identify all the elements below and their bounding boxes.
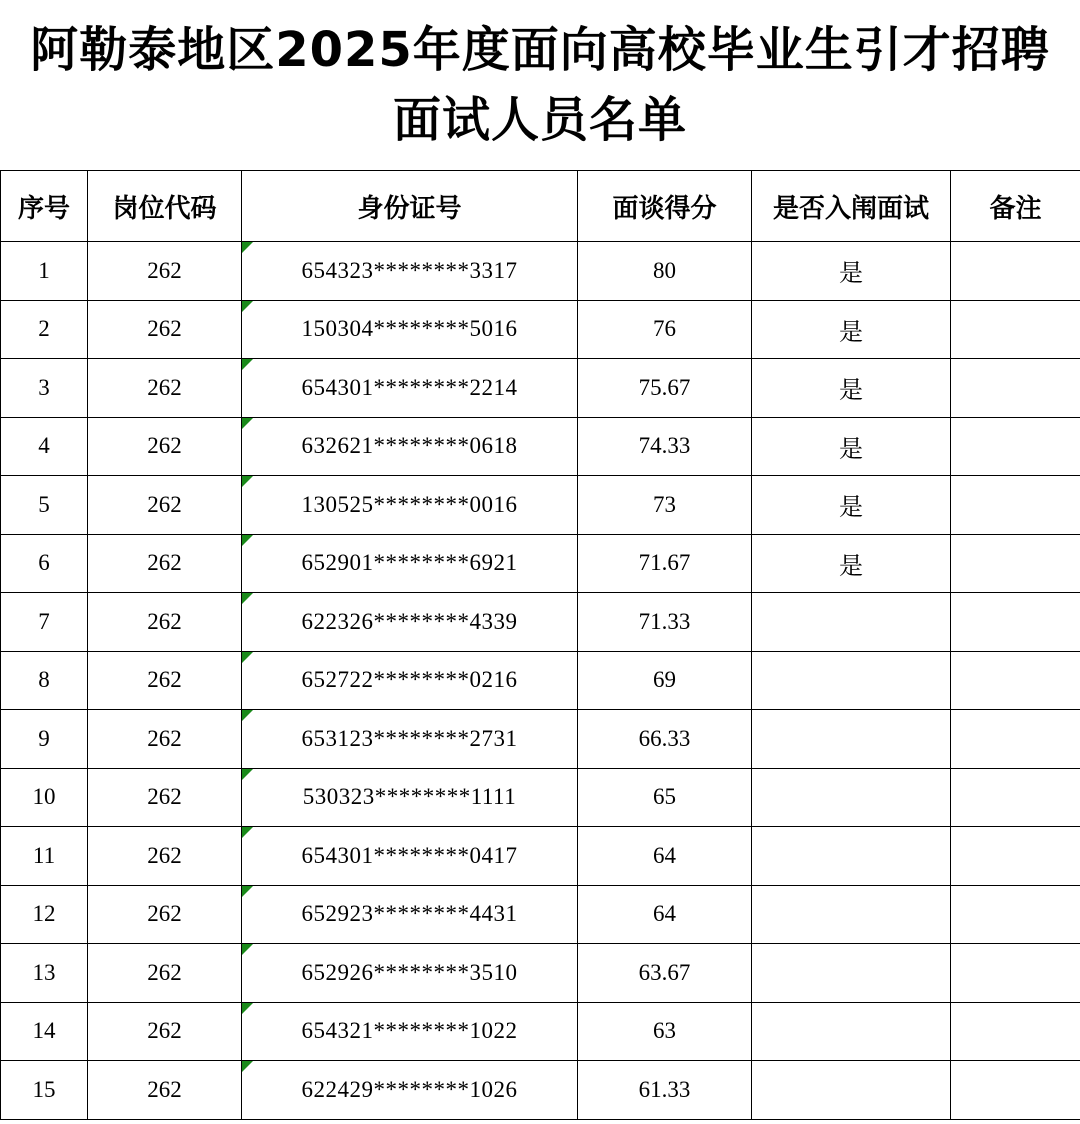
cell-advance-text: 是 (839, 434, 863, 463)
cell-text-format-marker-icon (242, 769, 253, 780)
cell-interview-score (578, 651, 752, 710)
cell-interview-score-text: 73 (653, 491, 676, 517)
cell-post-code-text: 262 (147, 784, 182, 810)
cell-id-number (242, 476, 578, 535)
cell-post-code-text: 262 (147, 550, 182, 576)
cell-advance (752, 300, 951, 359)
cell-advance (752, 476, 951, 535)
cell-post-code (88, 1061, 242, 1120)
column-header-serial: 序号 (1, 171, 88, 242)
cell-post-code-text: 262 (147, 1018, 182, 1044)
cell-interview-score-text: 64 (653, 901, 676, 927)
cell-remarks (951, 476, 1080, 535)
cell-id-number (242, 300, 578, 359)
table-row (1, 710, 1080, 769)
cell-interview-score-text: 74.33 (638, 433, 691, 459)
cell-advance (752, 593, 951, 652)
cell-post-code-text: 262 (147, 608, 182, 634)
cell-advance (752, 885, 951, 944)
cell-interview-score-text: 80 (653, 257, 676, 283)
cell-serial-text: 7 (38, 608, 50, 634)
cell-id-number (242, 651, 578, 710)
cell-interview-score (578, 359, 752, 418)
cell-serial-text: 9 (38, 725, 50, 751)
cell-interview-score (578, 827, 752, 886)
cell-serial-text: 14 (32, 1018, 56, 1044)
cell-post-code-text: 262 (147, 959, 182, 985)
cell-interview-score-text: 71.67 (638, 550, 691, 576)
cell-interview-score (578, 242, 752, 301)
cell-id-number-text: 130525********0016 (301, 491, 518, 517)
cell-interview-score (578, 417, 752, 476)
cell-text-format-marker-icon (242, 1061, 253, 1072)
page-title: 阿勒泰地区2025年度面向高校毕业生引才招聘面试人员名单 (30, 22, 1050, 148)
table-row (1, 651, 1080, 710)
cell-post-code (88, 827, 242, 886)
cell-text-format-marker-icon (242, 476, 253, 487)
cell-serial (1, 476, 88, 535)
cell-text-format-marker-icon (242, 593, 253, 604)
table-row (1, 534, 1080, 593)
cell-serial (1, 593, 88, 652)
cell-serial (1, 417, 88, 476)
cell-advance (752, 1061, 951, 1120)
cell-advance-text: 是 (839, 259, 863, 288)
cell-text-format-marker-icon (242, 418, 253, 429)
cell-id-number-text: 150304********5016 (301, 316, 518, 342)
cell-post-code-text: 262 (147, 257, 182, 283)
cell-id-number-text: 652901********6921 (301, 550, 518, 576)
cell-post-code (88, 359, 242, 418)
cell-post-code (88, 242, 242, 301)
cell-interview-score-text: 64 (653, 842, 676, 868)
table-row (1, 1002, 1080, 1061)
column-header-remarks: 备注 (951, 171, 1080, 242)
cell-post-code-text: 262 (147, 374, 182, 400)
table-header-row (1, 171, 1080, 242)
cell-id-number-text: 622326********4339 (301, 608, 518, 634)
cell-post-code-text: 262 (147, 433, 182, 459)
table-row (1, 300, 1080, 359)
cell-serial-text: 12 (32, 901, 56, 927)
cell-post-code-text: 262 (147, 901, 182, 927)
cell-id-number-text: 654321********1022 (301, 1018, 518, 1044)
cell-interview-score-text: 63.67 (638, 959, 691, 985)
cell-remarks (951, 1061, 1080, 1120)
cell-interview-score (578, 593, 752, 652)
cell-interview-score (578, 885, 752, 944)
cell-remarks (951, 359, 1080, 418)
cell-serial-text: 10 (32, 784, 56, 810)
cell-post-code (88, 651, 242, 710)
table-row (1, 768, 1080, 827)
cell-post-code (88, 476, 242, 535)
cell-remarks (951, 944, 1080, 1003)
cell-serial-text: 3 (38, 374, 50, 400)
cell-post-code-text: 262 (147, 725, 182, 751)
cell-text-format-marker-icon (242, 944, 253, 955)
cell-interview-score (578, 944, 752, 1003)
cell-serial (1, 944, 88, 1003)
cell-text-format-marker-icon (242, 359, 253, 370)
cell-advance (752, 651, 951, 710)
cell-text-format-marker-icon (242, 301, 253, 312)
cell-id-number (242, 242, 578, 301)
column-header-post-code: 岗位代码 (88, 171, 242, 242)
cell-post-code (88, 593, 242, 652)
cell-advance-text: 是 (839, 493, 863, 522)
cell-advance-text: 是 (839, 551, 863, 580)
cell-id-number (242, 593, 578, 652)
cell-interview-score-text: 65 (653, 784, 676, 810)
cell-interview-score-text: 71.33 (638, 608, 691, 634)
cell-text-format-marker-icon (242, 242, 253, 253)
cell-post-code (88, 710, 242, 769)
cell-id-number-text: 632621********0618 (301, 433, 518, 459)
cell-serial (1, 768, 88, 827)
table-row (1, 944, 1080, 1003)
cell-remarks (951, 1002, 1080, 1061)
column-header-advance: 是否入闱面试 (752, 171, 951, 242)
cell-id-number-text: 653123********2731 (301, 725, 518, 751)
cell-remarks (951, 534, 1080, 593)
table-row (1, 242, 1080, 301)
cell-interview-score (578, 300, 752, 359)
cell-id-number-text: 652926********3510 (301, 959, 518, 985)
cell-serial (1, 827, 88, 886)
cell-text-format-marker-icon (242, 652, 253, 663)
cell-serial (1, 359, 88, 418)
cell-advance (752, 242, 951, 301)
cell-advance (752, 827, 951, 886)
cell-remarks (951, 593, 1080, 652)
cell-serial (1, 651, 88, 710)
cell-serial-text: 2 (38, 316, 50, 342)
cell-remarks (951, 417, 1080, 476)
cell-id-number-text: 652923********4431 (301, 901, 518, 927)
cell-id-number-text: 654301********2214 (301, 374, 518, 400)
cell-serial-text: 13 (32, 959, 56, 985)
cell-post-code (88, 885, 242, 944)
cell-serial-text: 1 (38, 257, 50, 283)
cell-serial (1, 242, 88, 301)
cell-interview-score (578, 768, 752, 827)
cell-text-format-marker-icon (242, 535, 253, 546)
cell-post-code (88, 944, 242, 1003)
cell-remarks (951, 827, 1080, 886)
cell-interview-score (578, 476, 752, 535)
cell-interview-score (578, 1061, 752, 1120)
cell-serial-text: 15 (32, 1076, 56, 1102)
cell-serial (1, 534, 88, 593)
cell-remarks (951, 651, 1080, 710)
table-row (1, 359, 1080, 418)
cell-post-code-text: 262 (147, 491, 182, 517)
cell-advance (752, 1002, 951, 1061)
cell-remarks (951, 242, 1080, 301)
cell-id-number (242, 417, 578, 476)
table-row (1, 417, 1080, 476)
cell-post-code (88, 768, 242, 827)
cell-id-number (242, 827, 578, 886)
cell-advance (752, 534, 951, 593)
cell-remarks (951, 710, 1080, 769)
cell-advance-text: 是 (839, 317, 863, 346)
cell-post-code (88, 417, 242, 476)
cell-post-code (88, 300, 242, 359)
cell-remarks (951, 885, 1080, 944)
cell-interview-score-text: 75.67 (638, 374, 691, 400)
cell-id-number-text: 654301********0417 (301, 842, 518, 868)
cell-interview-score-text: 69 (653, 667, 676, 693)
cell-serial-text: 5 (38, 491, 50, 517)
cell-remarks (951, 768, 1080, 827)
table-row (1, 885, 1080, 944)
cell-text-format-marker-icon (242, 886, 253, 897)
cell-interview-score-text: 76 (653, 316, 676, 342)
cell-interview-score-text: 63 (653, 1018, 676, 1044)
cell-post-code-text: 262 (147, 667, 182, 693)
cell-id-number (242, 944, 578, 1003)
cell-post-code (88, 1002, 242, 1061)
cell-serial (1, 300, 88, 359)
cell-serial-text: 11 (32, 842, 56, 868)
cell-id-number (242, 885, 578, 944)
cell-serial (1, 1002, 88, 1061)
cell-interview-score-text: 61.33 (638, 1076, 691, 1102)
cell-serial-text: 4 (38, 433, 50, 459)
cell-serial-text: 8 (38, 667, 50, 693)
cell-text-format-marker-icon (242, 827, 253, 838)
table-row (1, 476, 1080, 535)
cell-id-number (242, 1061, 578, 1120)
cell-interview-score (578, 1002, 752, 1061)
cell-id-number-text: 654323********3317 (301, 257, 518, 283)
cell-id-number (242, 1002, 578, 1061)
cell-id-number (242, 768, 578, 827)
table-row (1, 593, 1080, 652)
cell-advance (752, 359, 951, 418)
cell-id-number (242, 534, 578, 593)
cell-interview-score (578, 710, 752, 769)
cell-remarks (951, 300, 1080, 359)
cell-id-number (242, 710, 578, 769)
cell-serial (1, 1061, 88, 1120)
interview-roster-table (0, 170, 1080, 1120)
cell-id-number (242, 359, 578, 418)
cell-advance (752, 944, 951, 1003)
cell-id-number-text: 530323********1111 (302, 784, 517, 810)
cell-serial (1, 885, 88, 944)
cell-advance (752, 417, 951, 476)
column-header-id-number: 身份证号 (242, 171, 578, 242)
cell-advance-text: 是 (839, 376, 863, 405)
cell-text-format-marker-icon (242, 1003, 253, 1014)
cell-post-code-text: 262 (147, 1076, 182, 1102)
cell-post-code (88, 534, 242, 593)
table-row (1, 1061, 1080, 1120)
cell-text-format-marker-icon (242, 710, 253, 721)
cell-advance (752, 768, 951, 827)
cell-post-code-text: 262 (147, 842, 182, 868)
cell-serial (1, 710, 88, 769)
cell-id-number-text: 622429********1026 (301, 1076, 518, 1102)
table-row (1, 827, 1080, 886)
cell-post-code-text: 262 (147, 316, 182, 342)
cell-id-number-text: 652722********0216 (301, 667, 518, 693)
cell-interview-score (578, 534, 752, 593)
table-body (1, 242, 1080, 1120)
cell-advance (752, 710, 951, 769)
cell-serial-text: 6 (38, 550, 50, 576)
cell-interview-score-text: 66.33 (638, 725, 691, 751)
column-header-interview-score: 面谈得分 (578, 171, 752, 242)
